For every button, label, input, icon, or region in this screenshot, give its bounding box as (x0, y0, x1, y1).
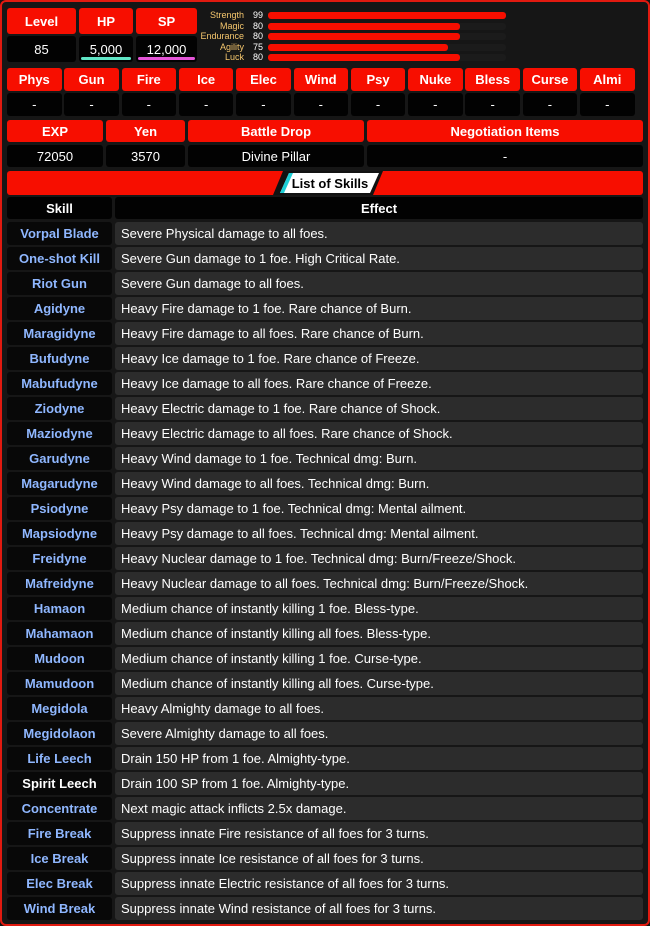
attribute-bar (268, 54, 506, 61)
skill-name[interactable]: Hamaon (7, 597, 112, 620)
exp-value: 72050 (7, 145, 103, 167)
skill-name[interactable]: Megidola (7, 697, 112, 720)
attribute-bar (268, 12, 506, 19)
sp-value: 12,000 (146, 41, 187, 57)
skill-name[interactable]: Bufudyne (7, 347, 112, 370)
affinity-bless-value: - (465, 93, 520, 116)
affinity-phys-value: - (7, 93, 62, 116)
attribute-bar (268, 33, 506, 40)
affinity-phys-header: Phys (7, 68, 62, 91)
affinity-gun-value: - (64, 93, 119, 116)
skill-effect: Suppress innate Ice resistance of all foes for 3 turns. (115, 847, 643, 870)
skill-name[interactable]: Mafreidyne (7, 572, 112, 595)
skills-title: List of Skills (291, 175, 369, 191)
skill-name[interactable]: Maziodyne (7, 422, 112, 445)
affinity-almi-value: - (580, 93, 635, 116)
affinity-psy-value: - (351, 93, 406, 116)
battle-drop-header: Battle Drop (188, 120, 364, 142)
attribute-bar (268, 44, 506, 51)
skill-effect: Suppress innate Fire resistance of all foes for 3 turns. (115, 822, 643, 845)
skill-name[interactable]: Psiodyne (7, 497, 112, 520)
level-header: Level (7, 8, 76, 34)
skill-name[interactable]: Ziodyne (7, 397, 112, 420)
attribute-value: 75 (253, 41, 264, 52)
skill-name[interactable]: One-shot Kill (7, 247, 112, 270)
skill-name[interactable]: Fire Break (7, 822, 112, 845)
skill-effect: Heavy Electric damage to all foes. Rare chance of Shock. (115, 422, 643, 445)
skill-effect: Heavy Fire damage to 1 foe. Rare chance of Burn. (115, 297, 643, 320)
skill-name[interactable]: Mabufudyne (7, 372, 112, 395)
skill-effect: Heavy Ice damage to all foes. Rare chance of Freeze. (115, 372, 643, 395)
attribute-value: 99 (253, 10, 264, 20)
hp-bar (81, 57, 131, 60)
skill-name[interactable]: Megidolaon (7, 722, 112, 745)
attribute-label: Magic (219, 20, 244, 31)
attribute-value: 80 (253, 20, 264, 31)
affinity-fire-header: Fire (122, 68, 177, 91)
negotiation-header: Negotiation Items (367, 120, 643, 142)
attribute-label: Strength (209, 10, 244, 20)
skill-column-header: Skill (7, 197, 112, 219)
skill-effect: Severe Gun damage to all foes. (115, 272, 643, 295)
exp-header: EXP (7, 120, 103, 142)
skill-effect: Heavy Wind damage to 1 foe. Technical dmg: Burn. (115, 447, 643, 470)
skills-title-bar (7, 171, 643, 195)
skill-name[interactable]: Mapsiodyne (7, 522, 112, 545)
skill-effect: Medium chance of instantly killing all foes. Bless-type. (115, 622, 643, 645)
attribute-panel (200, 8, 510, 63)
affinity-fire-value: - (122, 93, 177, 116)
skill-effect: Heavy Fire damage to all foes. Rare chance of Burn. (115, 322, 643, 345)
skill-name[interactable]: Garudyne (7, 447, 112, 470)
skill-effect: Heavy Nuclear damage to 1 foe. Technical dmg: Burn/Freeze/Shock. (115, 547, 643, 570)
skill-effect: Medium chance of instantly killing 1 foe. Curse-type. (115, 647, 643, 670)
skill-name[interactable]: Concentrate (7, 797, 112, 820)
skill-name[interactable]: Life Leech (7, 747, 112, 770)
skill-effect: Severe Physical damage to all foes. (115, 222, 643, 245)
attribute-value: 80 (253, 52, 264, 62)
affinity-curse-value: - (523, 93, 578, 116)
skill-effect: Medium chance of instantly killing all foes. Curse-type. (115, 672, 643, 695)
skill-effect: Heavy Ice damage to 1 foe. Rare chance of Freeze. (115, 347, 643, 370)
affinity-wind-value: - (294, 93, 349, 116)
yen-header: Yen (106, 120, 185, 142)
skill-name[interactable]: Magarudyne (7, 472, 112, 495)
affinity-almi-header: Almi (580, 68, 635, 91)
attribute-bar-fill (268, 44, 448, 51)
skill-effect: Drain 100 SP from 1 foe. Almighty-type. (115, 772, 643, 795)
skill-effect: Heavy Almighty damage to all foes. (115, 697, 643, 720)
affinity-nuke-header: Nuke (408, 68, 463, 91)
hp-value-box (79, 36, 133, 62)
skill-name[interactable]: Riot Gun (7, 272, 112, 295)
affinity-curse-header: Curse (523, 68, 578, 91)
skill-effect: Next magic attack inflicts 2.5x damage. (115, 797, 643, 820)
skill-name[interactable]: Vorpal Blade (7, 222, 112, 245)
skill-name[interactable]: Maragidyne (7, 322, 112, 345)
skill-effect: Medium chance of instantly killing 1 foe. Bless-type. (115, 597, 643, 620)
skill-name[interactable]: Elec Break (7, 872, 112, 895)
skill-name[interactable]: Ice Break (7, 847, 112, 870)
attribute-bar-fill (268, 23, 460, 30)
affinity-wind-header: Wind (294, 68, 349, 91)
affinity-psy-header: Psy (351, 68, 406, 91)
skill-name[interactable]: Mamudoon (7, 672, 112, 695)
level-value: 85 (7, 36, 76, 62)
hp-value: 5,000 (89, 41, 123, 57)
attribute-bar (268, 23, 506, 30)
skill-name[interactable]: Wind Break (7, 897, 112, 920)
skill-effect: Heavy Psy damage to all foes. Technical dmg: Mental ailment. (115, 522, 643, 545)
attribute-bar-fill (268, 54, 460, 61)
skill-effect: Heavy Psy damage to 1 foe. Technical dmg: Mental ailment. (115, 497, 643, 520)
skill-effect: Heavy Wind damage to all foes. Technical dmg: Burn. (115, 472, 643, 495)
effect-column-header: Effect (115, 197, 643, 219)
attribute-bar-fill (268, 12, 506, 19)
hp-header: HP (79, 8, 133, 34)
attribute-label: Luck (224, 52, 244, 62)
skill-effect: Suppress innate Wind resistance of all foes for 3 turns. (115, 897, 643, 920)
affinity-ice-value: - (179, 93, 234, 116)
skill-effect: Heavy Nuclear damage to all foes. Technical dmg: Burn/Freeze/Shock. (115, 572, 643, 595)
skill-name: Spirit Leech (7, 772, 112, 795)
skill-effect: Suppress innate Electric resistance of all foes for 3 turns. (115, 872, 643, 895)
attribute-label: Agility (219, 41, 244, 52)
attribute-value: 80 (253, 31, 264, 41)
affinity-bless-header: Bless (465, 68, 520, 91)
skill-effect: Severe Almighty damage to all foes. (115, 722, 643, 745)
attribute-label: Endurance (200, 31, 244, 41)
affinity-nuke-value: - (408, 93, 463, 116)
affinity-gun-header: Gun (64, 68, 119, 91)
skill-effect: Severe Gun damage to 1 foe. High Critical Rate. (115, 247, 643, 270)
skill-name[interactable]: Freidyne (7, 547, 112, 570)
negotiation-value: - (367, 145, 643, 167)
attribute-bar-fill (268, 33, 460, 40)
battle-drop-value: Divine Pillar (188, 145, 364, 167)
affinity-elec-header: Elec (236, 68, 291, 91)
sp-header: SP (136, 8, 197, 34)
affinity-elec-value: - (236, 93, 291, 116)
skill-effect: Heavy Electric damage to 1 foe. Rare chance of Shock. (115, 397, 643, 420)
affinity-ice-header: Ice (179, 68, 234, 91)
yen-value: 3570 (106, 145, 185, 167)
skill-effect: Drain 150 HP from 1 foe. Almighty-type. (115, 747, 643, 770)
skill-name[interactable]: Agidyne (7, 297, 112, 320)
skill-name[interactable]: Mahamaon (7, 622, 112, 645)
skill-name[interactable]: Mudoon (7, 647, 112, 670)
